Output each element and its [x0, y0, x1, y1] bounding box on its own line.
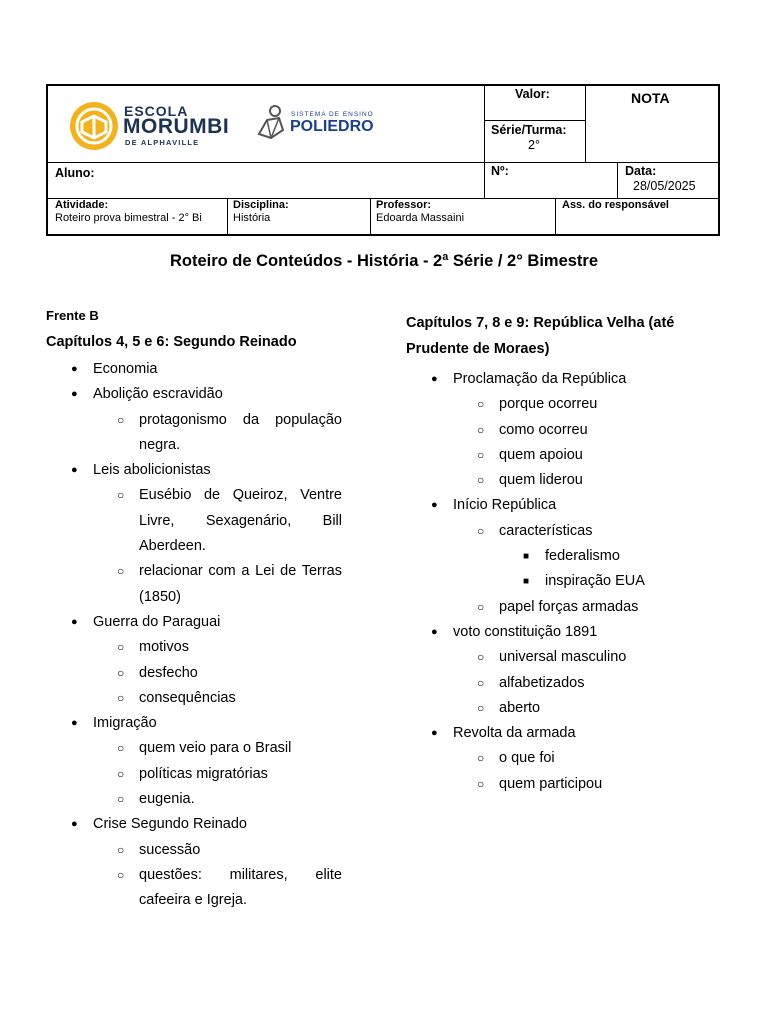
professor-label: Professor:	[376, 199, 432, 211]
left-column	[46, 308, 342, 914]
escola-morumbi-logo	[68, 100, 228, 150]
list-item: ● Abolição escravidão	[71, 386, 223, 403]
system-name: POLIEDRO	[290, 118, 374, 135]
ass-label: Ass. do responsável	[562, 199, 669, 211]
sub-list-item: ○ universal masculino	[477, 649, 627, 666]
left-list	[46, 357, 342, 914]
professor-value: Edoarda Massaini	[376, 212, 465, 224]
right-list	[406, 367, 716, 797]
list-item: ● Leis abolicionistas	[71, 462, 211, 479]
sub-list-item: ○ porque ocorreu	[477, 396, 598, 413]
sub-list-item: ○ alfabetizados	[477, 674, 585, 691]
sub-list-item: ○ desfecho	[117, 664, 198, 681]
aluno-label: Aluno:	[55, 166, 95, 180]
valor-label: Valor:	[515, 87, 550, 101]
list-item: ● voto constituição 1891	[431, 623, 598, 640]
page-title: Roteiro de Conteúdos - História - 2ª Série / 2° Bimestre	[169, 252, 599, 270]
data-value: 28/05/2025	[633, 179, 696, 193]
serie-value: 2°	[528, 138, 540, 152]
sub-list-item: ○ características	[477, 522, 593, 539]
sub-list-item: ○ quem participou	[477, 775, 603, 792]
sub-list-item: ○ o que foi	[477, 750, 555, 767]
school-name-line1: ESCOLA	[124, 103, 189, 119]
list-item: ● Economia	[71, 361, 158, 377]
list-item: ● Imigração	[71, 715, 157, 732]
list-item: ● Revolta da armada	[431, 725, 576, 742]
morumbi-emblem-icon	[68, 100, 120, 152]
poliedro-figure-icon	[253, 104, 289, 140]
list-item: ● Crise Segundo Reinado	[71, 816, 247, 833]
numero-label: Nº:	[491, 164, 509, 178]
sub-list-item: ○ protagonismo da população negra.	[117, 411, 342, 453]
sub-list-item: ○ quem liderou	[477, 472, 583, 489]
sub-list-item: ○ eugenia.	[117, 791, 195, 808]
school-name-line2: MORUMBI	[123, 115, 230, 138]
frente-label: Frente B	[46, 308, 99, 323]
disciplina-value: História	[233, 212, 271, 224]
right-column	[406, 310, 716, 797]
nota-label: NOTA	[631, 90, 670, 106]
sub-list-item: ○ políticas migratórias	[117, 765, 268, 782]
sub-list-item: ○ como ocorreu	[477, 421, 588, 438]
atividade-label: Atividade:	[55, 199, 109, 211]
right-heading: Capítulos 7, 8 e 9: República Velha (até Prudente de Moraes)	[406, 315, 675, 357]
list-item: ● Guerra do Paraguai	[71, 613, 221, 630]
data-label: Data:	[625, 164, 657, 178]
sub-list-item: ○ papel forças armadas	[477, 598, 639, 615]
sub-list-item: ○ aberto	[477, 699, 541, 716]
list-item: ● Início República	[431, 497, 557, 514]
atividade-value: Roteiro prova bimestral - 2° Bi	[55, 212, 202, 224]
sub-list-item: ○ consequências	[117, 689, 236, 706]
header-table	[46, 84, 720, 236]
poliedro-logo	[253, 104, 383, 144]
left-heading: Capítulos 4, 5 e 6: Segundo Reinado	[46, 334, 297, 350]
sub-list-item: ○ quem veio para o Brasil	[117, 740, 292, 757]
disciplina-label: Disciplina:	[233, 199, 289, 211]
school-name-line3: DE ALPHAVILLE	[125, 138, 200, 147]
list-item: ● Proclamação da República	[431, 371, 627, 387]
sub-list-item: ○ sucessão	[117, 841, 201, 858]
sub-sub-list-item: ■ inspiração EUA	[523, 573, 645, 590]
sub-list-item: ○ motivos	[117, 639, 189, 656]
sub-list-item: ○ questões: militares, elite cafeeira e Igreja.	[117, 866, 342, 909]
system-tagline: SISTEMA DE ENSINO	[291, 111, 374, 118]
sub-sub-list-item: ■ federalismo	[523, 548, 620, 565]
sub-list-item: ○ relacionar com a Lei de Terras (1850)	[117, 563, 342, 605]
sub-list-item: ○ quem apoiou	[477, 446, 583, 463]
sub-list-item: ○ Eusébio de Queiroz, Ventre Livre, Sexagenário, Bill Aberdeen.	[117, 487, 342, 555]
serie-label: Série/Turma:	[491, 123, 567, 137]
